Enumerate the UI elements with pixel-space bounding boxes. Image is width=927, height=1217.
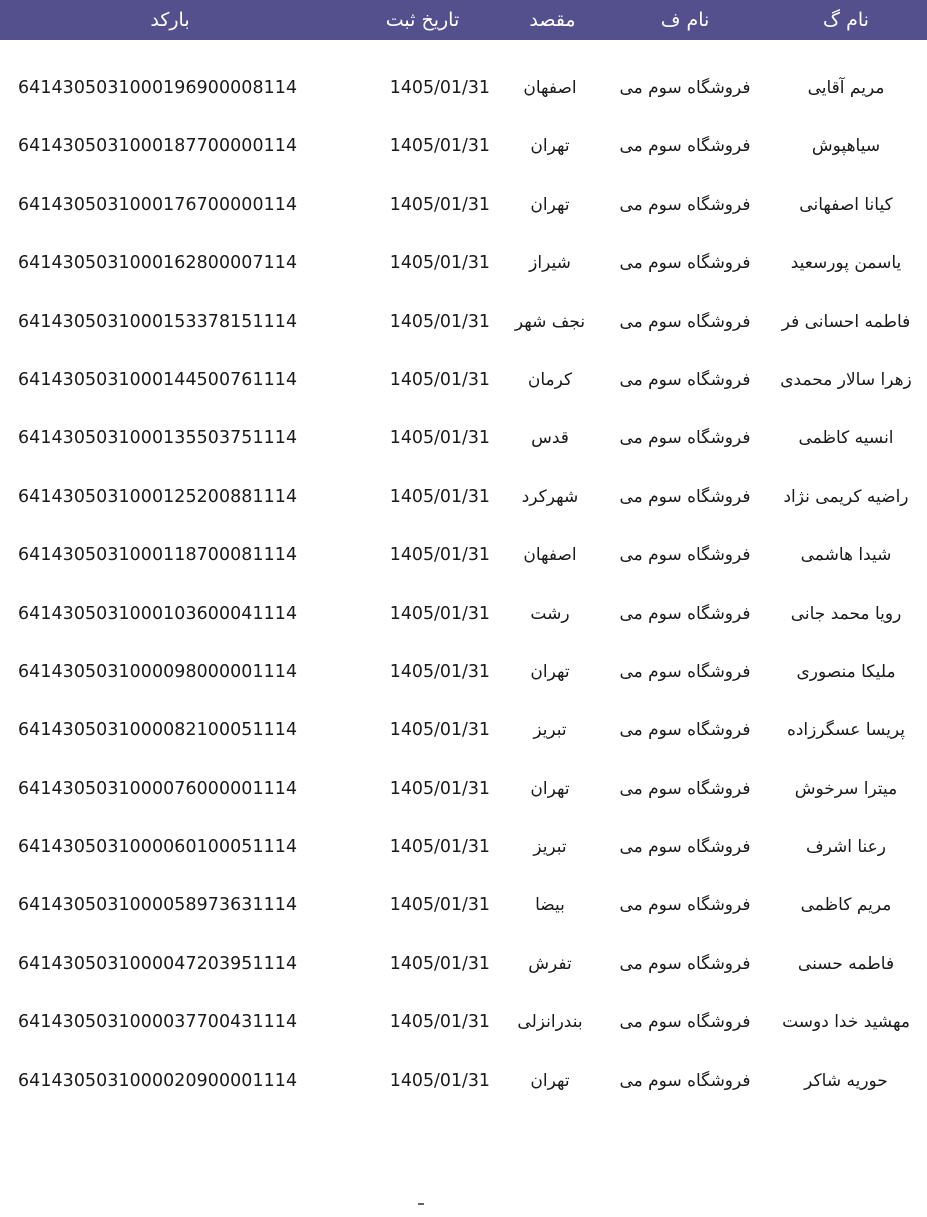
family-cell: فروشگاه سوم می [619, 778, 751, 799]
destination-cell: تهران [530, 1070, 570, 1091]
destination-cell: بندرانزلی [517, 1012, 583, 1033]
date-cell: 1405/01/31 [389, 545, 490, 566]
family-cell: فروشگاه سوم می [619, 1012, 751, 1033]
date-cell: 1405/01/31 [389, 194, 490, 215]
destination-cell: رشت [530, 603, 570, 624]
barcode-cell: 6414305031000176700000114 [18, 194, 298, 215]
name-cell: حوریه شاکر [804, 1070, 888, 1091]
destination-cell: تهران [530, 194, 570, 215]
family-cell: فروشگاه سوم می [619, 311, 751, 332]
table-row [0, 1052, 927, 1110]
header-date: تاریخ ثبت [385, 9, 460, 31]
header-destination: مقصد [529, 9, 576, 31]
barcode-cell: 6414305031000187700000114 [18, 136, 298, 157]
table-row [0, 59, 927, 117]
table-row [0, 176, 927, 234]
family-cell: فروشگاه سوم می [619, 953, 751, 974]
name-cell: شیدا هاشمی [800, 545, 892, 566]
family-cell: فروشگاه سوم می [619, 486, 751, 507]
barcode-cell: 6414305031000058973631114 [18, 895, 298, 916]
name-cell: سیاهپوش [811, 136, 881, 157]
destination-cell: تهران [530, 136, 570, 157]
name-cell: میترا سرخوش [794, 778, 898, 799]
date-cell: 1405/01/31 [389, 661, 490, 682]
name-cell: یاسمن پورسعید [790, 253, 902, 274]
family-cell: فروشگاه سوم می [619, 369, 751, 390]
name-cell: رعنا اشرف [805, 837, 887, 858]
barcode-cell: 6414305031000060100051114 [18, 837, 298, 858]
table-row [0, 935, 927, 993]
date-cell: 1405/01/31 [389, 720, 490, 741]
table-row [0, 993, 927, 1051]
table-row [0, 701, 927, 759]
barcode-cell: 6414305031000153378151114 [18, 311, 298, 332]
name-cell: راضیه کریمی نژاد [783, 486, 909, 507]
table-row [0, 760, 927, 818]
table-row [0, 468, 927, 526]
family-cell: فروشگاه سوم می [619, 253, 751, 274]
date-cell: 1405/01/31 [389, 428, 490, 449]
barcode-cell: 6414305031000118700081114 [18, 545, 298, 566]
barcode-cell: 6414305031000144500761114 [18, 369, 298, 390]
family-cell: فروشگاه سوم می [619, 545, 751, 566]
family-cell: فروشگاه سوم می [619, 720, 751, 741]
barcode-cell: 6414305031000196900008114 [18, 78, 298, 98]
date-cell: 1405/01/31 [389, 778, 490, 799]
destination-cell: نجف شهر [514, 311, 586, 332]
destination-cell: شیراز [529, 253, 571, 274]
destination-cell: تبریز [533, 720, 567, 741]
date-cell: 1405/01/31 [389, 78, 490, 98]
family-cell: فروشگاه سوم می [619, 661, 751, 682]
page-mark [418, 1203, 424, 1205]
destination-cell: کرمان [527, 369, 573, 390]
table-row [0, 585, 927, 643]
date-cell: 1405/01/31 [389, 1012, 490, 1033]
header-barcode: بارکد [150, 9, 190, 31]
barcode-cell: 6414305031000082100051114 [18, 720, 298, 741]
table-row [0, 818, 927, 876]
date-cell: 1405/01/31 [389, 837, 490, 858]
table-row [0, 117, 927, 175]
name-cell: فاطمه احسانی فر [781, 311, 911, 332]
barcode-cell: 6414305031000076000001114 [18, 778, 298, 799]
date-cell: 1405/01/31 [389, 895, 490, 916]
name-cell: پریسا عسگرزاده [786, 720, 906, 741]
destination-cell: بیضا [535, 895, 565, 916]
name-cell: مهشید خدا دوست [782, 1012, 910, 1033]
family-cell: فروشگاه سوم می [619, 194, 751, 215]
barcode-cell: 6414305031000125200881114 [18, 486, 298, 507]
date-cell: 1405/01/31 [389, 953, 490, 974]
header-family: نام ف [660, 9, 710, 31]
date-cell: 1405/01/31 [389, 311, 490, 332]
name-cell: کیانا اصفهانی [799, 194, 893, 215]
family-cell: فروشگاه سوم می [619, 136, 751, 157]
name-cell: فاطمه حسنی [797, 953, 895, 974]
name-cell: ملیکا منصوری [796, 661, 896, 682]
family-cell: فروشگاه سوم می [619, 895, 751, 916]
barcode-cell: 6414305031000162800007114 [18, 253, 298, 274]
table-row [0, 643, 927, 701]
table-row [0, 351, 927, 409]
table-header [0, 0, 927, 40]
destination-cell: قدس [531, 428, 569, 449]
family-cell: فروشگاه سوم می [619, 603, 751, 624]
barcode-cell: 6414305031000098000001114 [18, 661, 298, 682]
table-row [0, 409, 927, 467]
destination-cell: شهرکرد [521, 486, 579, 507]
header-name: نام گ [823, 9, 869, 31]
table-row [0, 234, 927, 292]
barcode-cell: 6414305031000135503751114 [18, 428, 298, 449]
date-cell: 1405/01/31 [389, 1070, 490, 1091]
date-cell: 1405/01/31 [389, 136, 490, 157]
name-cell: رویا محمد جانی [790, 603, 902, 624]
family-cell: فروشگاه سوم می [619, 428, 751, 449]
destination-cell: تفرش [528, 953, 572, 974]
destination-cell: اصفهان [523, 78, 577, 98]
name-cell: مریم آقایی [807, 78, 885, 98]
destination-cell: تبریز [533, 837, 567, 858]
barcode-cell: 6414305031000103600041114 [18, 603, 298, 624]
family-cell: فروشگاه سوم می [619, 1070, 751, 1091]
barcode-cell: 6414305031000037700431114 [18, 1012, 298, 1033]
name-cell: زهرا سالار محمدی [780, 369, 912, 390]
barcode-cell: 6414305031000020900001114 [18, 1070, 298, 1091]
family-cell: فروشگاه سوم می [619, 837, 751, 858]
date-cell: 1405/01/31 [389, 486, 490, 507]
date-cell: 1405/01/31 [389, 253, 490, 274]
destination-cell: تهران [530, 661, 570, 682]
family-cell: فروشگاه سوم می [619, 78, 751, 98]
table-row [0, 526, 927, 584]
table-body [0, 59, 927, 1110]
barcode-cell: 6414305031000047203951114 [18, 953, 298, 974]
destination-cell: اصفهان [523, 545, 577, 566]
table-row [0, 876, 927, 934]
date-cell: 1405/01/31 [389, 369, 490, 390]
name-cell: مریم کاظمی [800, 895, 892, 916]
name-cell: انسیه کاظمی [798, 428, 894, 449]
destination-cell: تهران [530, 778, 570, 799]
table-row [0, 293, 927, 351]
date-cell: 1405/01/31 [389, 603, 490, 624]
